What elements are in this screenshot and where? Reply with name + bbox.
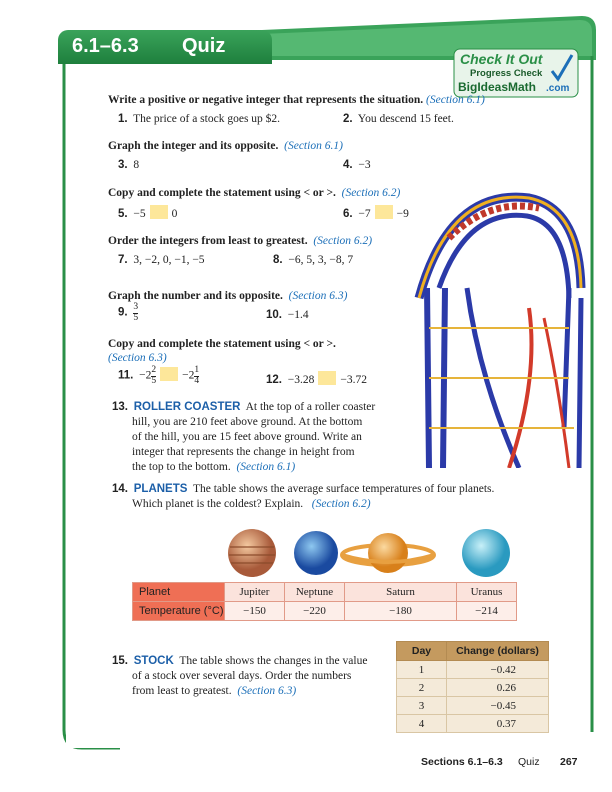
table-cell: −214 [457,602,517,621]
table-row [133,583,517,602]
table-cell: 1 [397,661,447,679]
answer-box[interactable] [150,205,168,219]
table-header-cell: Planet [133,583,225,602]
table-cell: Saturn [345,583,457,602]
answer-box[interactable] [160,367,178,381]
question-13-line3: of the hill, you are 15 feet above ground. Write an [132,431,362,443]
table-header-cell: Day [397,642,447,661]
table-row [133,602,517,621]
question-14-line1: 14. PLANETS The table shows the average surface temperatures of four planets. [112,483,495,495]
table-header-row [397,642,549,661]
group6-heading: Copy and complete the statement using < or >. [108,338,336,350]
table-header-cell: Temperature (°C) [133,602,225,621]
question-11: 11. −2 $\frac{2}{5}$ −2 $\frac{1}{4}$ [118,365,200,386]
table-cell: −150 [225,602,285,621]
table-header-cell: Change (dollars) [447,642,549,661]
uranus-image [462,529,510,577]
table-row [397,697,549,715]
question-14-line2: Which planet is the coldest? Explain. (Section 6.2) [132,498,371,510]
table-row [397,661,549,679]
jupiter-image [228,529,276,577]
stock-change-table [396,641,549,733]
question-3: 3. 8 [118,159,140,171]
question-8: 8. −6, 5, 3, −8, 7 [273,254,354,266]
question-15-line3: from least to greatest. (Section 6.3) [132,685,297,697]
check-it-out-logo[interactable] [452,47,580,99]
table-cell: 2 [397,679,447,697]
planets-illustration [222,525,522,581]
question-15-line1: 15. STOCK The table shows the changes in the value [112,655,368,667]
group1-heading: Write a positive or negative integer that represents the situation. (Section 6.1) [108,94,485,106]
table-cell: −220 [285,602,345,621]
group4-heading: Order the integers from least to greatest. (Section 6.2) [108,235,373,247]
saturn-image [342,533,434,573]
group3-heading: Copy and complete the statement using < or >. (Section 6.2) [108,187,401,199]
question-6: 6. −7 −9 [343,205,409,221]
table-cell: 4 [397,715,447,733]
table-cell: Jupiter [225,583,285,602]
logo-domain: .com [546,83,570,94]
logo-line2: Progress Check [470,68,543,79]
table-row [397,715,549,733]
question-13-line2: hill, you are 210 feet above ground. At the bottom [132,416,363,428]
table-cell: 0.26 [447,679,549,697]
group5-heading: Graph the number and its opposite. (Section 6.3) [108,290,348,302]
question-2: 2. You descend 15 feet. [343,113,454,125]
logo-line3: BigIdeasMath [458,80,537,94]
question-13-line4: integer that represents the change in height from [132,446,355,458]
neptune-image [294,531,338,575]
question-7: 7. 3, −2, 0, −1, −5 [118,254,205,266]
table-cell: Uranus [457,583,517,602]
question-5: 5. −5 0 [118,205,177,221]
header-section-number: 6.1–6.3 [72,35,139,57]
table-cell: 0.37 [447,715,549,733]
table-cell: Neptune [285,583,345,602]
question-4: 4. −3 [343,159,371,171]
answer-box[interactable] [375,205,393,219]
table-row [397,679,549,697]
question-9: 9. $\frac{3}{5}$ [118,302,139,323]
table-cell: −0.42 [447,661,549,679]
question-10: 10. −1.4 [266,309,309,321]
question-1: 1. The price of a stock goes up $2. [118,113,281,125]
group6-ref: (Section 6.3) [108,352,167,364]
group2-heading: Graph the integer and its opposite. (Section 6.1) [108,140,343,152]
table-cell: −180 [345,602,457,621]
table-cell: 3 [397,697,447,715]
header-title: Quiz [182,35,226,57]
question-12: 12. −3.28 −3.72 [266,371,367,387]
footer-sections: Sections 6.1–6.3 [421,756,503,768]
page-number: 267 [560,756,578,768]
question-13-line5: the top to the bottom. (Section 6.1) [132,461,296,473]
logo-line1: Check It Out [460,51,543,67]
roller-coaster-image [409,178,586,468]
planet-temperature-table [132,582,517,621]
table-cell: −0.45 [447,697,549,715]
answer-box[interactable] [318,371,336,385]
question-15-line2: of a stock over several days. Order the numbers [132,670,352,682]
question-13-line1: 13. ROLLER COASTER At the top of a roller coaster [112,401,376,413]
footer-label: Quiz [518,756,540,768]
